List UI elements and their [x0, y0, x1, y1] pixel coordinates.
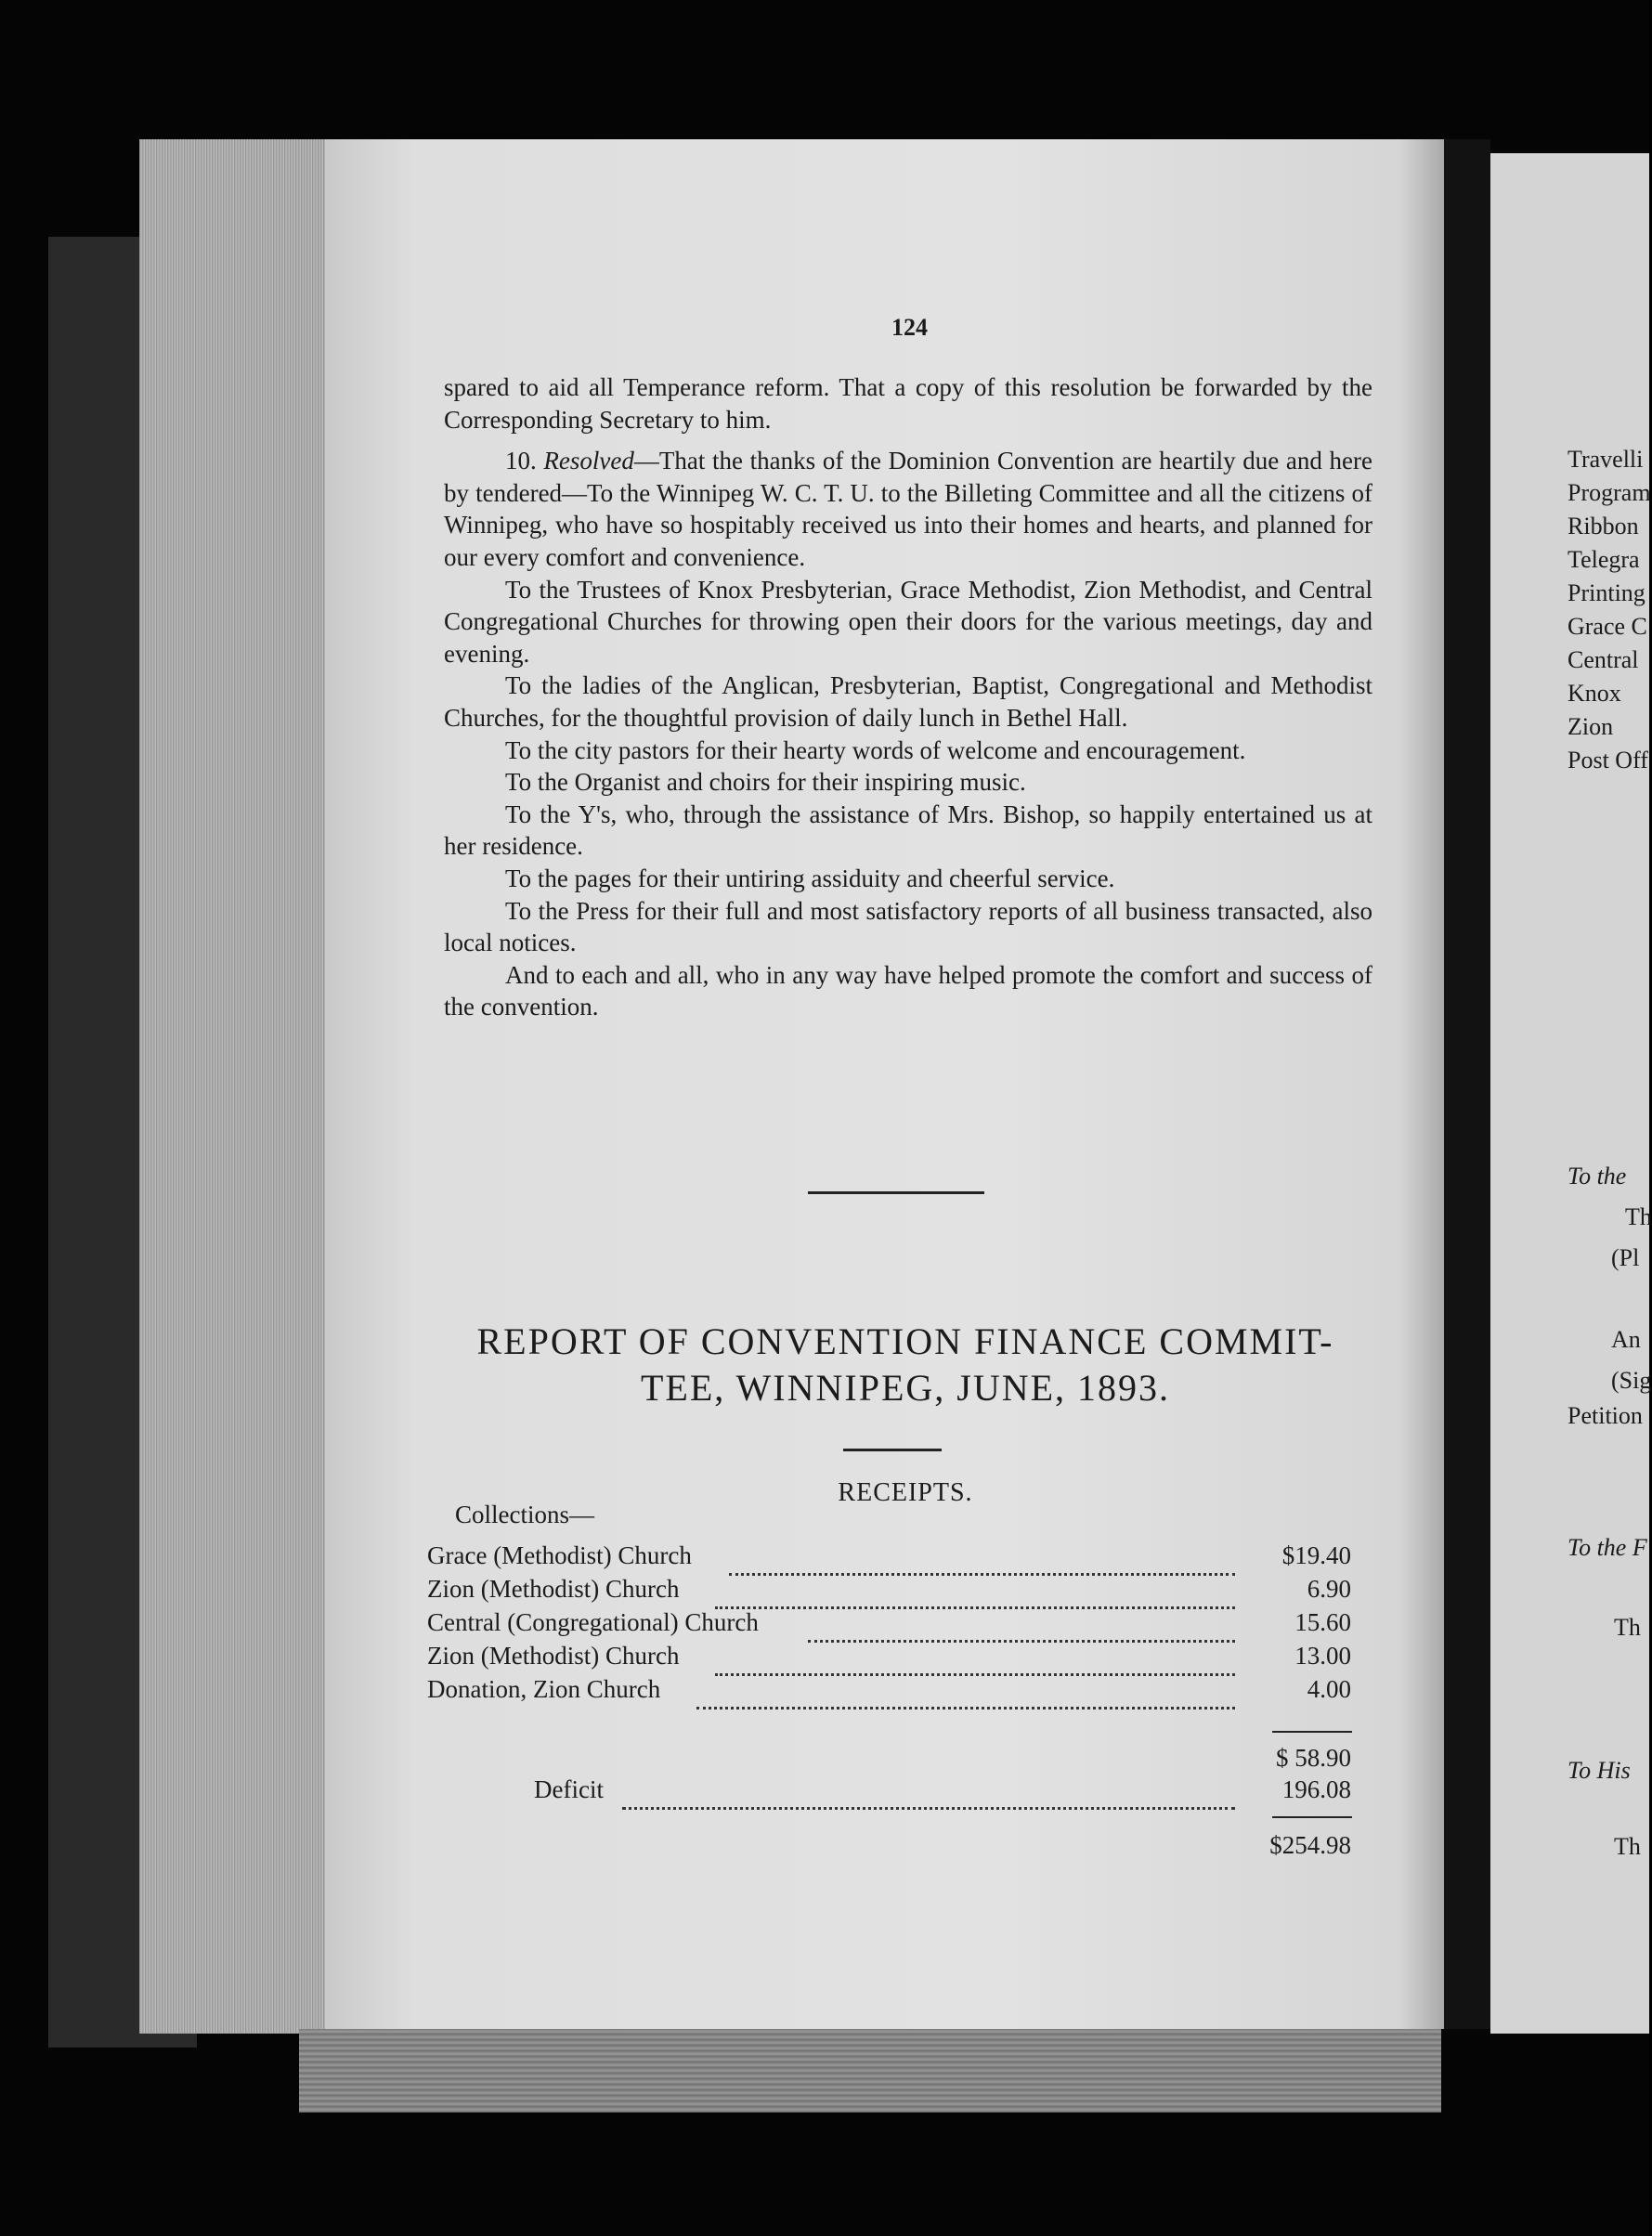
right-page-line: Program — [1567, 479, 1651, 506]
thanks-item: To the Trustees of Knox Presbyterian, Grace Methodist, Zion Methodist, and Central Congregational Churches for throwing open their doors for the various meetings, day and evening. — [444, 575, 1372, 668]
right-page-line: To the — [1567, 1163, 1627, 1190]
right-page-line: To the F — [1567, 1534, 1647, 1561]
thanks-item: And to each and all, who in any way have helped promote the comfort and success of the convention. — [444, 960, 1372, 1021]
page-number: 124 — [891, 314, 928, 341]
right-page-line: Th — [1625, 1203, 1652, 1230]
right-page — [1490, 153, 1652, 2034]
thanks-item: To the pages for their untiring assiduity and cheerful service. — [505, 864, 1115, 892]
right-page-line: Ribbon — [1567, 513, 1639, 540]
section-divider — [808, 1191, 984, 1194]
right-page-line: (Sig — [1611, 1367, 1652, 1394]
paragraph: spared to aid all Temperance reform. That a copy of this resolution be forwarded by the Corresponding Secretary to him. — [444, 373, 1372, 434]
receipt-amount: 15.60 — [1294, 1608, 1351, 1636]
thanks-item: To the Y's, who, through the assistance of Mrs. Bishop, so happily entertained us at her residence. — [444, 800, 1372, 861]
receipt-amount: 13.00 — [1294, 1642, 1351, 1670]
right-page-line: (Pl — [1611, 1244, 1640, 1271]
right-page-line: An — [1611, 1326, 1641, 1353]
subtotal-amount: $ 58.90 — [1276, 1744, 1351, 1772]
right-page-line: Central — [1567, 646, 1639, 673]
resolution-paragraph — [444, 445, 1372, 573]
receipt-label: Central (Congregational) Church — [427, 1608, 759, 1636]
thanks-item: To the Organist and choirs for their inspiring music. — [505, 768, 1026, 797]
right-page-line: Th — [1614, 1614, 1641, 1641]
receipt-row — [427, 1675, 1356, 1707]
page-edges — [139, 139, 334, 2034]
total-rule — [1272, 1816, 1352, 1818]
report-title-line: REPORT OF CONVENTION FINANCE COMMIT- — [476, 1320, 1334, 1362]
deficit-amount: 196.08 — [1281, 1775, 1351, 1803]
leader-dots — [715, 1579, 1235, 1609]
report-title — [436, 1319, 1374, 1411]
right-page-line: Printing — [1567, 579, 1645, 606]
receipt-row — [427, 1575, 1356, 1606]
receipt-row — [427, 1608, 1356, 1640]
receipts-heading: RECEIPTS. — [838, 1478, 973, 1507]
total-amount: $254.98 — [1269, 1831, 1351, 1859]
bottom-page-edges — [299, 2029, 1441, 2112]
report-title-line: TEE, WINNIPEG, JUNE, 1893. — [640, 1367, 1171, 1409]
resolved-word: Resolved — [543, 447, 634, 475]
receipt-row — [427, 1642, 1356, 1673]
leader-dots — [729, 1545, 1235, 1576]
receipt-amount: 6.90 — [1307, 1575, 1351, 1603]
leader-dots — [622, 1779, 1235, 1810]
right-page-line: Travelli — [1567, 446, 1644, 473]
title-divider — [843, 1449, 942, 1451]
right-page-line: Th — [1614, 1833, 1641, 1860]
right-page-line: Zion — [1567, 713, 1614, 740]
leader-dots — [696, 1679, 1235, 1710]
receipt-label: Grace (Methodist) Church — [427, 1541, 692, 1569]
receipt-label: Donation, Zion Church — [427, 1675, 661, 1703]
leader-dots — [715, 1645, 1235, 1676]
thanks-item: To the Press for their full and most satisfactory reports of all business transacted, also local notices. — [444, 896, 1372, 957]
resolution-number: 10. — [505, 447, 537, 475]
receipt-row — [427, 1541, 1356, 1573]
book-gutter — [1444, 139, 1490, 2029]
resolution-body: —That the thanks of the Dominion Convention are heartily due and here by tendered—To the Winnipeg W. C. T. U. to the Billeting Committee and all the citizens of Winnipeg, who have so hospitably received us into their homes and hearts, and planned for our every comfort and convenience. — [444, 447, 1373, 571]
receipt-label: Zion (Methodist) Church — [427, 1642, 680, 1670]
receipt-amount: $19.40 — [1281, 1541, 1351, 1569]
right-page-line: To His — [1567, 1757, 1631, 1784]
thanks-item: To the city pastors for their hearty words of welcome and encouragement. — [505, 735, 1246, 764]
subtotal-rule — [1272, 1731, 1352, 1733]
collections-label: Collections— — [455, 1501, 594, 1528]
deficit-row — [427, 1775, 1356, 1807]
right-page-line: Petition — [1567, 1402, 1643, 1429]
right-page-line: Telegra — [1567, 546, 1640, 573]
total-row — [427, 1831, 1356, 1863]
right-page-line: Post Off — [1567, 747, 1648, 774]
deficit-label: Deficit — [534, 1775, 604, 1803]
subtotal-row — [427, 1744, 1356, 1775]
thanks-item: To the ladies of the Anglican, Presbyterian, Baptist, Congregational and Methodist Churches, for the thoughtful provision of daily lunch in Bethel Hall. — [444, 671, 1372, 732]
resolution-text — [444, 371, 1372, 1023]
right-page-line: Grace C — [1567, 613, 1647, 640]
receipt-amount: 4.00 — [1307, 1675, 1351, 1703]
leader-dots — [808, 1612, 1235, 1643]
right-page-line: Knox — [1567, 680, 1621, 707]
receipt-label: Zion (Methodist) Church — [427, 1575, 680, 1603]
